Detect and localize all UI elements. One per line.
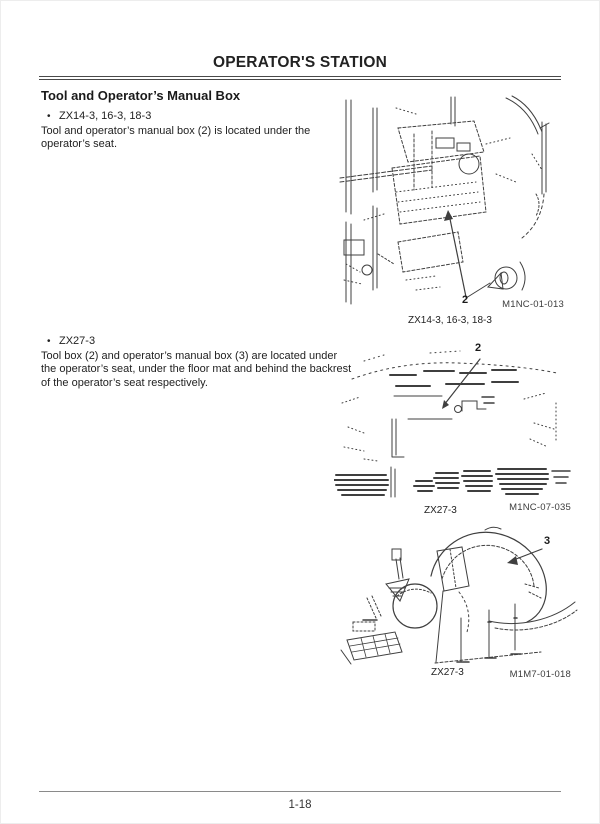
- figure-1-line-drawing: [336, 94, 576, 309]
- section-2-text: [41, 335, 355, 390]
- bullet-icon: •: [47, 111, 51, 122]
- callout-2: 2: [475, 342, 482, 354]
- page-number: 1-18: [288, 799, 312, 811]
- page-header-title: OPERATOR'S STATION: [212, 54, 388, 71]
- footer-rule: [39, 791, 561, 792]
- callout-2: 2: [462, 294, 469, 306]
- body-paragraph: Tool box (2) and operator’s manual box (3) are located under the operator’s seat, under the floor mat and behind the backrest of the operator’s seat respectively.: [41, 349, 352, 389]
- bullet-item: [41, 110, 333, 124]
- figure-3-caption: ZX27-3: [431, 667, 464, 678]
- figure-3-line-drawing: [339, 522, 579, 667]
- figure-2-line-drawing: [334, 339, 578, 501]
- figure-1-code: M1NC-01-013: [502, 299, 564, 310]
- figure-2-code: M1NC-07-035: [509, 502, 571, 513]
- bullet-item: [41, 335, 355, 349]
- figure-zx27-floor-mat: [334, 339, 578, 524]
- callout-3: 3: [544, 535, 551, 547]
- section-1-text: [41, 110, 333, 152]
- figure-1-caption: ZX14-3, 16-3, 18-3: [408, 315, 492, 326]
- bullet-icon: •: [47, 336, 51, 347]
- figure-2-caption: ZX27-3: [424, 505, 457, 516]
- header-double-rule: [39, 76, 561, 80]
- body-paragraph: Tool and operator’s manual box (2) is located under the operator’s seat.: [41, 124, 311, 150]
- model-list-label: ZX27-3: [59, 335, 96, 347]
- section-title: Tool and Operator’s Manual Box: [41, 88, 241, 103]
- figure-zx27-seat-backrest: [339, 522, 579, 686]
- model-list-label: ZX14-3, 16-3, 18-3: [59, 110, 152, 122]
- figure-zx14-seat: [336, 94, 576, 336]
- figure-3-code: M1M7-01-018: [509, 669, 571, 680]
